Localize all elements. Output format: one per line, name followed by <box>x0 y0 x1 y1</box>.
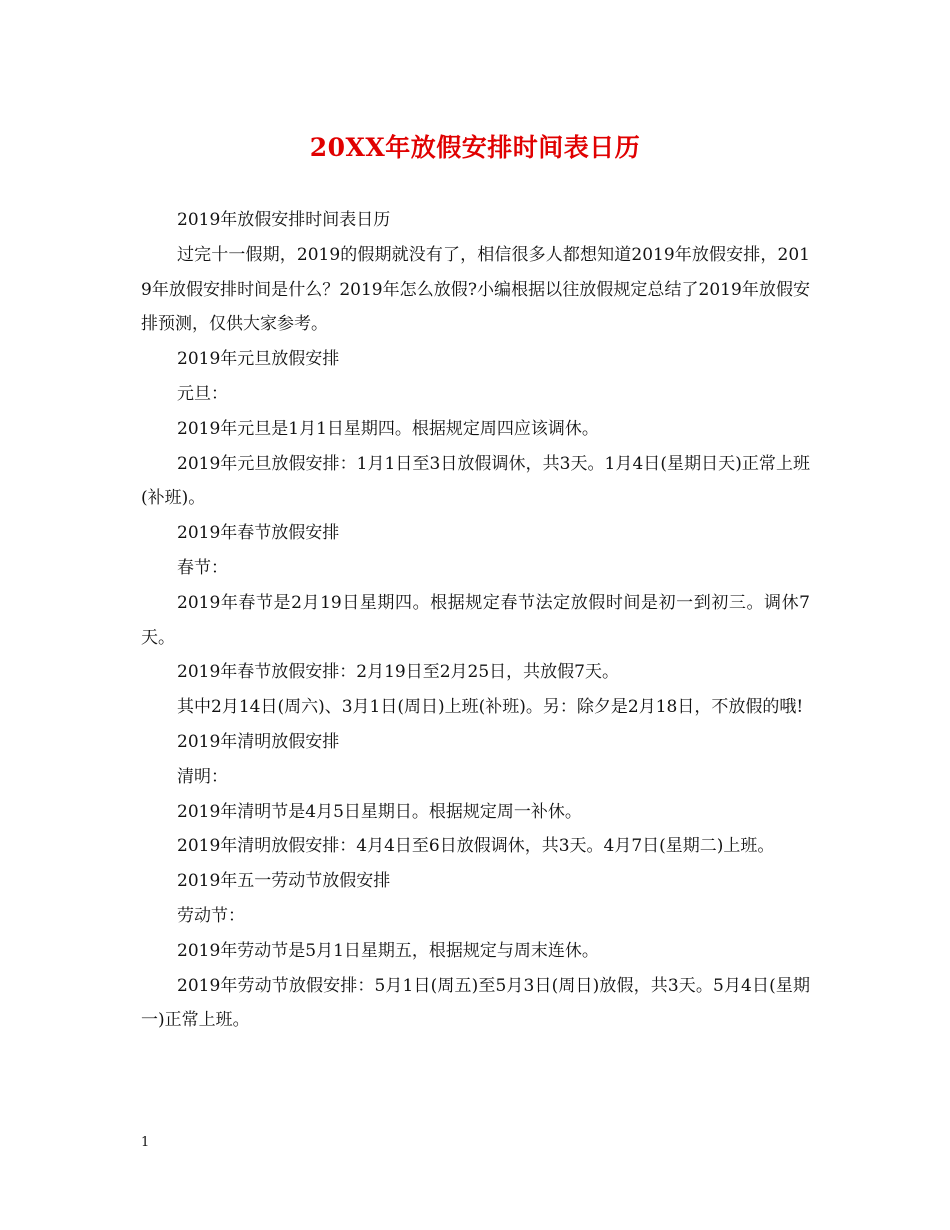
paragraph: 清明： <box>177 766 228 787</box>
paragraph: 过完十一假期，2019的假期就没有了，相信很多人都想知道2019年放假安排，2019年放假安排时间是什么？2019年怎么放假?小编根据以往放假规定总结了2019年放假安排预测，仅供大家参考。 <box>141 244 810 335</box>
page-number: 1 <box>141 1135 150 1150</box>
paragraph: 2019年元旦放假安排：1月1日至3日放假调休，共3天。1月4日(星期日天)正常上班(补班)。 <box>141 453 810 509</box>
document-title: 20XX年放假安排时间表日历 <box>309 133 641 162</box>
section-heading: 2019年五一劳动节放假安排 <box>177 871 391 892</box>
paragraph: 春节： <box>177 557 228 578</box>
paragraph: 2019年元旦是1月1日星期四。根据规定周四应该调休。 <box>177 418 599 439</box>
paragraph: 其中2月14日(周六)、3月1日(周日)上班(补班)。另：除夕是2月18日，不放假的哦! <box>177 697 804 718</box>
section-heading: 2019年春节放假安排 <box>177 523 340 544</box>
section-heading: 2019年清明放假安排 <box>177 731 340 752</box>
paragraph: 2019年清明节是4月5日星期日。根据规定周一补休。 <box>177 801 582 822</box>
paragraph: 元旦： <box>177 383 228 404</box>
section-heading: 2019年元旦放假安排 <box>177 349 340 370</box>
paragraph: 2019年劳动节是5月1日星期五，根据规定与周末连休。 <box>177 940 599 961</box>
paragraph: 劳动节： <box>177 905 245 926</box>
document-body <box>141 203 810 1038</box>
paragraph: 2019年放假安排时间表日历 <box>177 210 391 230</box>
paragraph: 2019年清明放假安排：4月4日至6日放假调休，共3天。4月7日(星期二)上班。 <box>177 836 775 857</box>
paragraph: 2019年劳动节放假安排：5月1日(周五)至5月3日(周日)放假，共3天。5月4日(星期一)正常上班。 <box>141 975 810 1031</box>
paragraph: 2019年春节放假安排：2月19日至2月25日，共放假7天。 <box>177 662 619 683</box>
paragraph: 2019年春节是2月19日星期四。根据规定春节法定放假时间是初一到初三。调休7天。 <box>141 592 810 648</box>
